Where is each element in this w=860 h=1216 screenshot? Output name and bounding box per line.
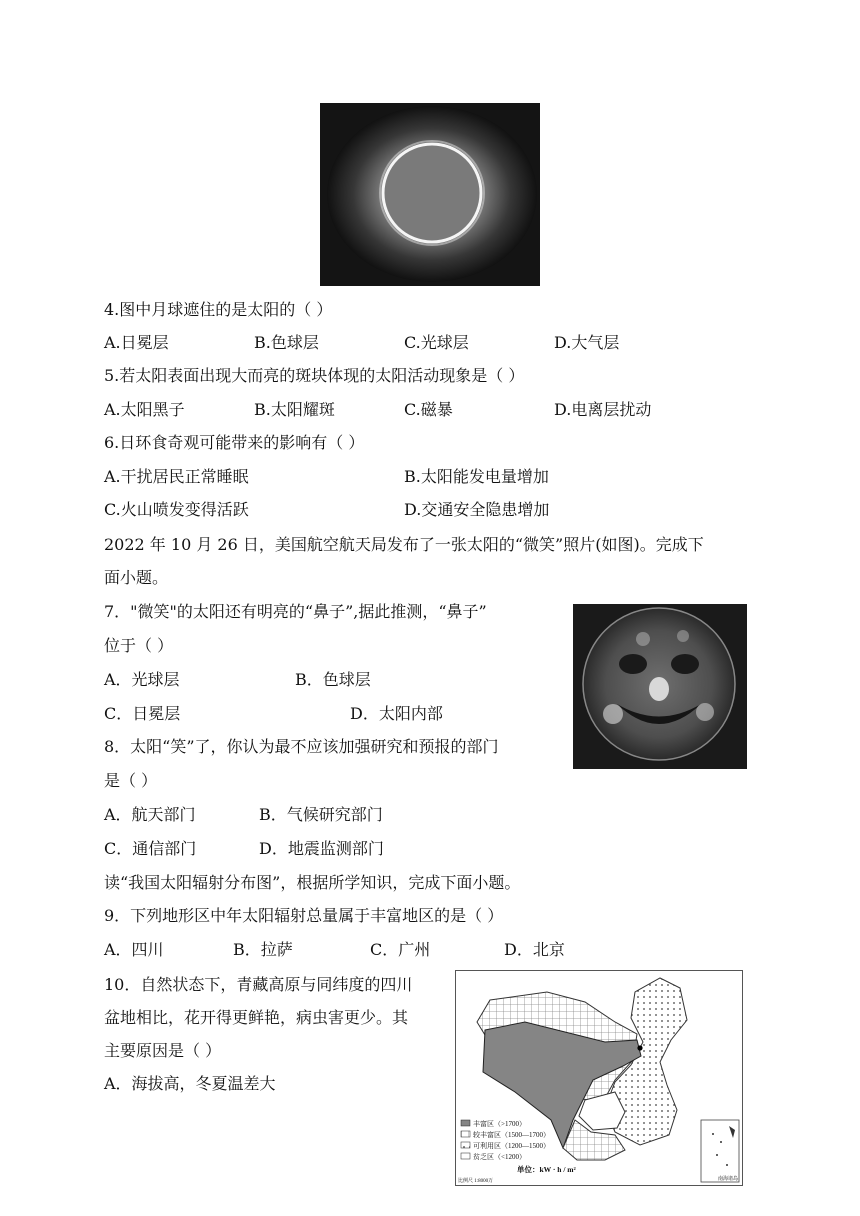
q4-option-c: C.光球层 xyxy=(404,333,469,352)
map-unit: 单位：kW · h / m² xyxy=(517,1165,576,1174)
legend-usable: 可利用区（1200—1500） xyxy=(473,1142,550,1150)
intro-radiation-map: 读“我国太阳辐射分布图”，根据所学知识，完成下面小题。 xyxy=(104,873,521,892)
q9-option-a: A．四川 xyxy=(104,940,164,959)
q9-option-d: D．北京 xyxy=(504,940,565,959)
q4-stem: 4.图中月球遮住的是太阳的（ ） xyxy=(104,300,333,319)
q8-option-b: B．气候研究部门 xyxy=(259,805,383,824)
q5-option-b: B.太阳耀斑 xyxy=(254,400,335,419)
q7-stem-line2: 位于（ ） xyxy=(104,636,174,655)
q7-stem-line1: 7．"微笑"的太阳还有明亮的“鼻子”,据此推测，“鼻子” xyxy=(104,602,487,621)
q9-stem: 9．下列地形区中年太阳辐射总量属于丰富地区的是（ ） xyxy=(104,906,504,925)
q6-stem: 6.日环食奇观可能带来的影响有（ ） xyxy=(104,433,365,452)
q7-option-b: B．色球层 xyxy=(295,670,371,689)
q9-option-c: C．广州 xyxy=(370,940,431,959)
q5-option-c: C.磁暴 xyxy=(404,400,453,419)
q10-option-a: A．海拔高，冬夏温差大 xyxy=(104,1074,276,1093)
q5-option-d: D.电离层扰动 xyxy=(554,400,652,419)
eclipse-photo xyxy=(320,103,540,286)
q10-stem-line1: 10．自然状态下，青藏高原与同纬度的四川 xyxy=(104,975,413,994)
q6-option-d: D.交通安全隐患增加 xyxy=(404,500,550,519)
intro-smile-line2: 面小题。 xyxy=(104,568,169,587)
q6-option-a: A.干扰居民正常睡眠 xyxy=(104,467,249,486)
q8-stem-line2: 是（ ） xyxy=(104,771,158,790)
legend-fairly-rich: 较丰富区（1500—1700） xyxy=(473,1131,550,1139)
legend-swatch-usable xyxy=(461,1142,470,1148)
inset-label: 南海诸岛 xyxy=(718,1177,739,1182)
q8-stem-line1: 8．太阳“笑”了，你认为最不应该加强研究和预报的部门 xyxy=(104,737,499,756)
q8-option-c: C．通信部门 xyxy=(104,839,197,858)
legend-swatch-poor xyxy=(461,1153,470,1159)
q7-option-c: C．日冕层 xyxy=(104,704,181,723)
q4-option-b: B.色球层 xyxy=(254,333,319,352)
q4-option-a: A.日冕层 xyxy=(104,333,169,352)
map-scale: 比例尺 1:8000万 xyxy=(458,1179,494,1184)
q8-option-d: D．地震监测部门 xyxy=(259,839,384,858)
smiling-sun-photo xyxy=(573,604,747,769)
q6-option-c: C.火山喷发变得活跃 xyxy=(104,500,249,519)
intro-smile-line1: 2022 年 10 月 26 日，美国航空航天局发布了一张太阳的“微笑”照片(如图)。完成下 xyxy=(104,535,704,554)
q4-option-d: D.大气层 xyxy=(554,333,620,352)
q10-stem-line2: 盆地相比，花开得更鲜艳，病虫害更少。其 xyxy=(104,1008,409,1027)
legend-poor: 贫乏区（<1200） xyxy=(473,1153,526,1161)
q7-option-a: A．光球层 xyxy=(104,670,180,689)
q6-option-b: B.太阳能发电量增加 xyxy=(404,467,549,486)
q5-stem: 5.若太阳表面出现大而亮的斑块体现的太阳活动现象是（ ） xyxy=(104,366,525,385)
china-solar-radiation-map xyxy=(455,970,743,1186)
q7-option-d: D．太阳内部 xyxy=(350,704,443,723)
q10-stem-line3: 主要原因是（ ） xyxy=(104,1041,222,1060)
q5-option-a: A.太阳黑子 xyxy=(104,400,185,419)
legend-swatch-fairly-rich xyxy=(461,1131,470,1137)
legend-swatch-rich xyxy=(461,1120,470,1126)
q8-option-a: A．航天部门 xyxy=(104,805,196,824)
legend-rich: 丰富区（>1700） xyxy=(473,1120,526,1128)
q9-option-b: B．拉萨 xyxy=(233,940,293,959)
